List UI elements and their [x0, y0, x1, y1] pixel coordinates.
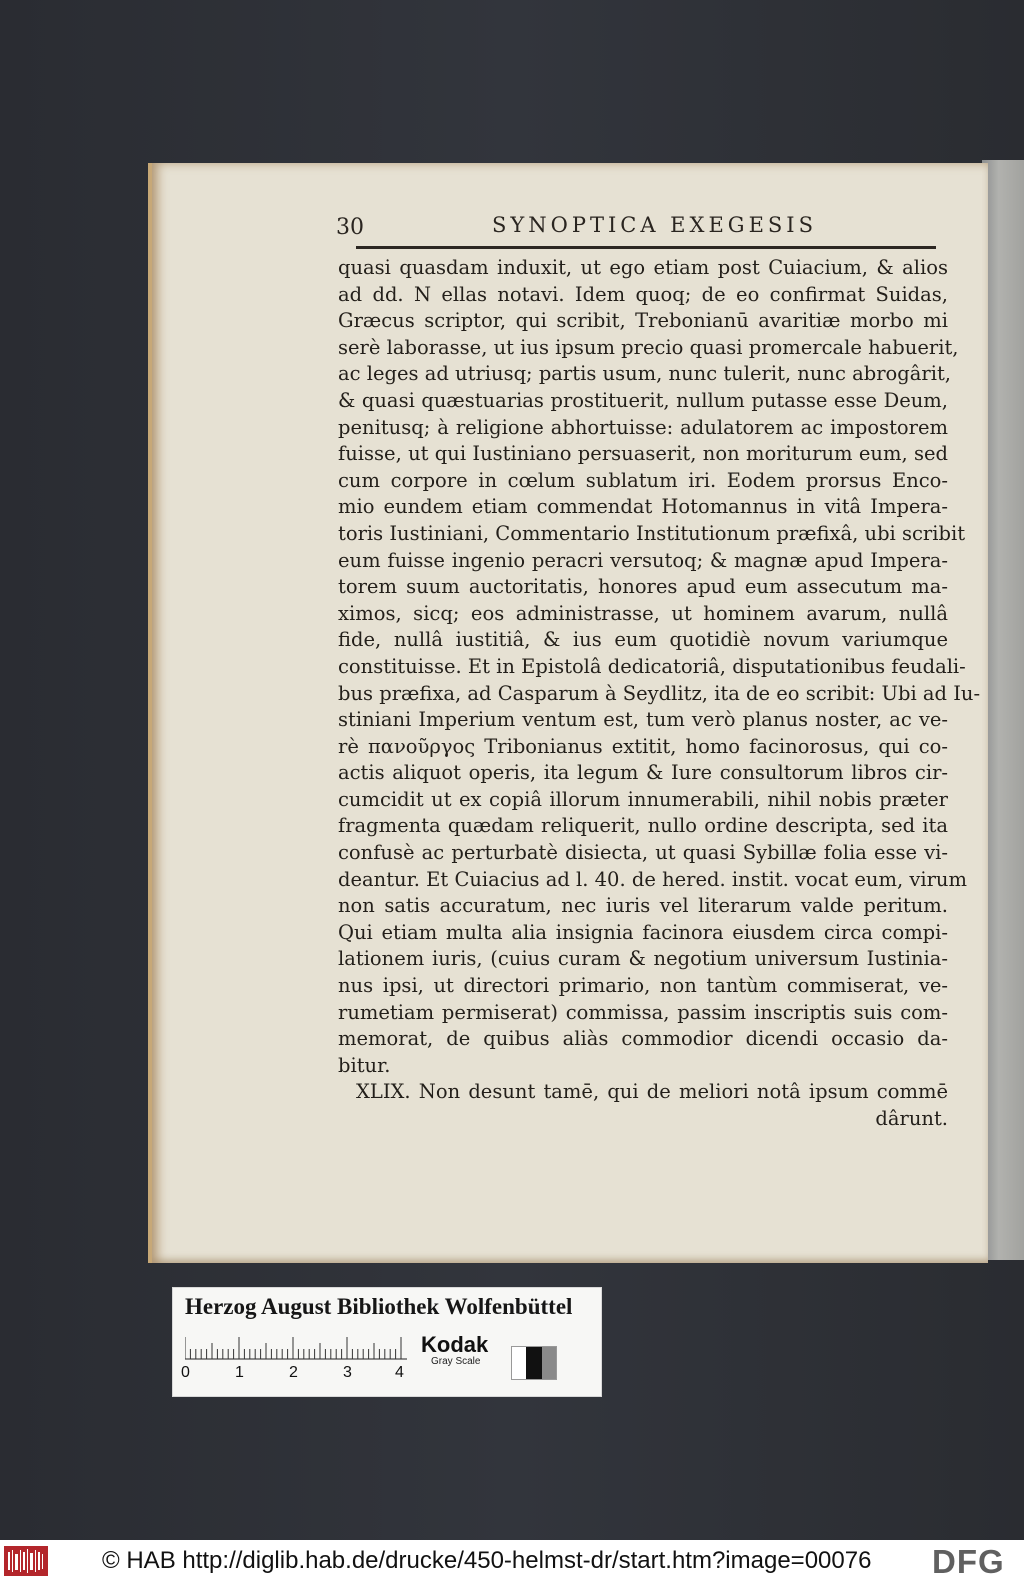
text-line: XLIX. Non desunt tamē, qui de meliori notâ ipsum commē: [356, 1080, 948, 1104]
text-line: non satis accuratum, nec iuris vel literarum valde peritum.: [338, 894, 948, 918]
running-head: SYNOPTICA EXEGESIS: [492, 213, 817, 237]
text-line: serè laborasse, ut ius ipsum precio quasi promercale habuerit,: [338, 335, 959, 359]
text-line: Græcus scriptor, qui scribit, Trebonianū avaritiæ morbo mi: [338, 309, 948, 333]
ruler-number: 1: [235, 1364, 244, 1381]
footer-bar: [0, 1540, 1024, 1582]
catchword: dârunt.: [875, 1107, 948, 1130]
text-line: penitusq; à religione abhortuisse: adulatorem ac impostorem: [338, 415, 948, 439]
text-line: ximos, sicq; eos administrasse, ut hominem avarum, nullâ: [338, 601, 948, 625]
text-line: lationem iuris, (cuius curam & negotium universum Iustinia-: [338, 947, 948, 971]
text-line: confusè ac perturbatè disiecta, ut quasi Sybillæ folia esse vi-: [338, 841, 948, 865]
text-line: bus præfixa, ad Casparum à Seydlitz, ita de eo scribit: Ubi ad Iu-: [338, 681, 981, 705]
hab-barcode-logo-icon: [4, 1546, 48, 1576]
next-page-edge: [982, 160, 1024, 1260]
text-line: rumetiam permiserat) commissa, passim inscriptis suis com-: [338, 1000, 948, 1024]
text-line: Qui etiam multa alia insignia facinora eiusdem circa compi-: [338, 920, 948, 944]
page-number: 30: [336, 215, 364, 240]
copyright-url: © HAB http://diglib.hab.de/drucke/450-helmst-dr/start.htm?image=00076: [102, 1547, 872, 1574]
text-line: toris Iustiniani, Commentario Institutionum præfixâ, ubi scribit: [338, 521, 966, 545]
book-page: [148, 163, 988, 1263]
text-line: constituisse. Et in Epistolâ dedicatoriâ, disputationibus feudali-: [338, 654, 966, 678]
library-name: Herzog August Bibliothek Wolfenbüttel: [185, 1294, 573, 1319]
text-line: memorat, de quibus aliàs commodior dicendi occasio da-: [338, 1027, 948, 1051]
text-line: rè πανοῦργος Tribonianus extitit, homo facinorosus, qui co-: [338, 734, 948, 758]
text-line: bitur.: [338, 1053, 391, 1077]
text-line: fide, nullâ iustitiâ, & ius eum quotidiè novum variumque: [338, 628, 948, 652]
text-line: fragmenta quædam reliquerit, nullo ordine descripta, sed ita: [338, 814, 948, 838]
text-line: actis aliquot operis, ita legum & Iure consultorum libros cir-: [338, 761, 948, 785]
text-line: eum fuisse ingenio peracri versutoq; & magnæ apud Impera-: [338, 548, 948, 572]
text-line: quasi quasdam induxit, ut ego etiam post Cuiacium, & alios: [338, 256, 948, 279]
text-line: mio eundem etiam commendat Hotomannus in vitâ Impera-: [338, 495, 948, 519]
body-text: [338, 255, 981, 1133]
text-line: nus ipsi, ut directori primario, non tantùm commiserat, ve-: [338, 974, 948, 998]
ruler-number: 3: [343, 1364, 352, 1381]
library-label: [172, 1287, 602, 1397]
text-line: ac leges ad utriusq; partis usum, nunc tulerit, nunc abrogârit,: [338, 362, 951, 386]
kodak-logo: Kodak: [421, 1332, 489, 1357]
ruler-number: 4: [395, 1364, 404, 1381]
text-line: stiniani Imperium ventum est, tum verò planus noster, ac ve-: [338, 708, 948, 732]
header-rule: [356, 246, 936, 249]
text-line: cumcidit ut ex copiâ illorum innumerabili, nihil nobis præter: [338, 787, 948, 811]
ruler-scale: [185, 1330, 407, 1360]
ruler-number: 0: [181, 1364, 190, 1381]
text-line: fuisse, ut qui Iustiniano persuaserit, non moriturum eum, sed: [338, 442, 948, 466]
gray-scale-label: Gray Scale: [431, 1356, 481, 1367]
gray-scale-swatch: [511, 1346, 557, 1380]
text-line: torem suum auctoritatis, honores apud eum assecutum ma-: [338, 575, 948, 599]
text-line: ad dd. N ellas notavi. Idem quoq; de eo confirmat Suidas,: [338, 282, 948, 306]
text-line: cum corpore in cœlum sublatum iri. Eodem prorsus Enco-: [338, 468, 948, 492]
dfg-logo: DFG: [932, 1543, 1005, 1580]
text-line: deantur. Et Cuiacius ad l. 40. de hered. instit. vocat eum, virum: [338, 867, 967, 891]
ruler-number: 2: [289, 1364, 298, 1381]
text-line: & quasi quæstuarias prostituerit, nullum putasse esse Deum,: [338, 388, 948, 412]
